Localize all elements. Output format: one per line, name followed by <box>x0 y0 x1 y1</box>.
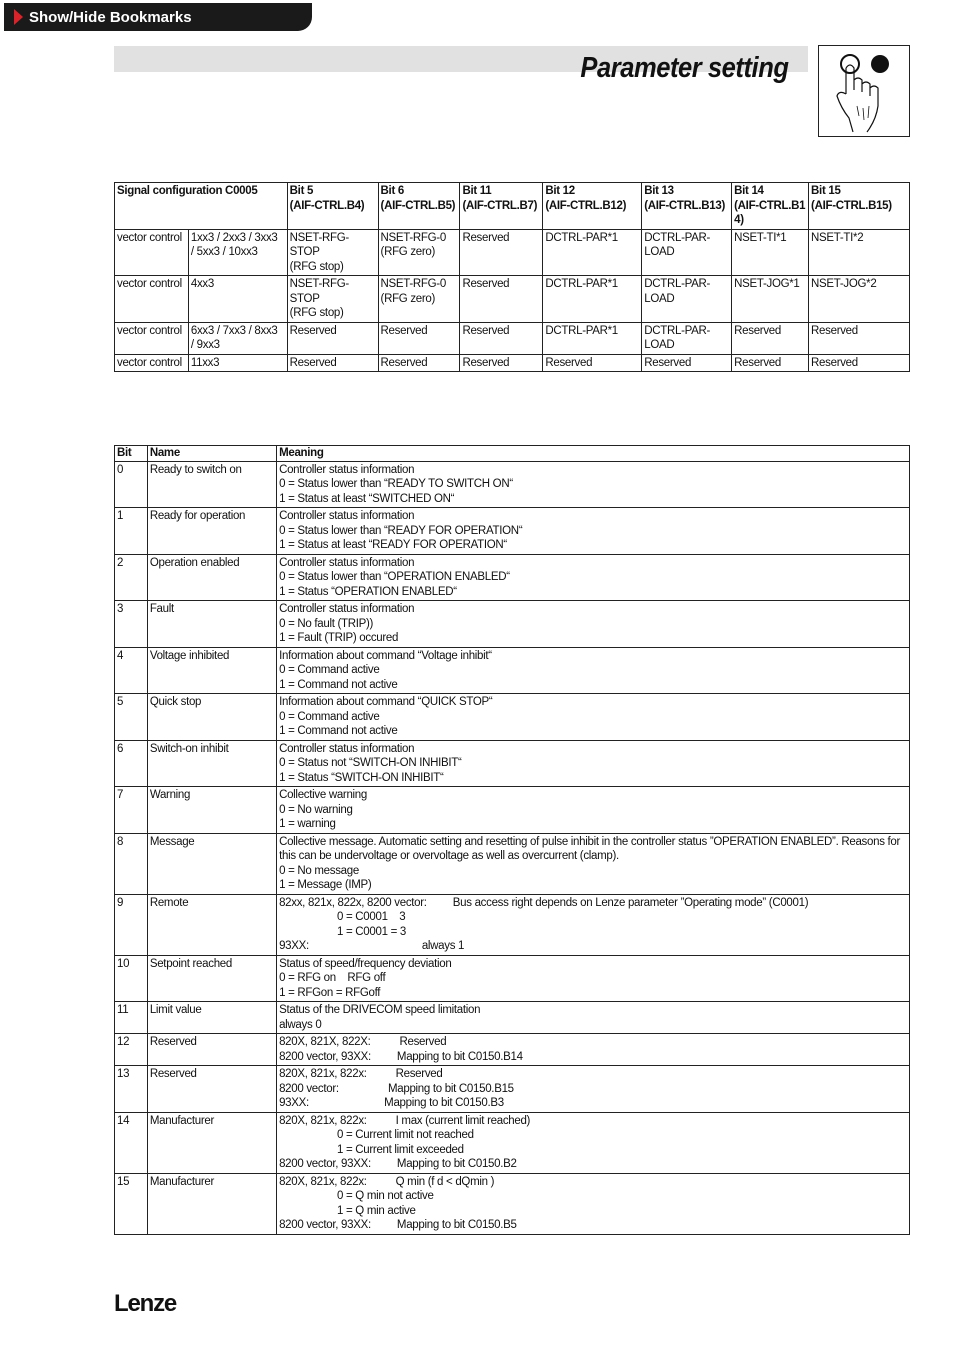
bit-number-cell: 6 <box>115 740 148 787</box>
signal-table-cell: Reserved <box>809 354 910 372</box>
signal-table-cell: vector control <box>115 276 189 323</box>
bit-name-cell: Ready to switch on <box>147 461 276 508</box>
meaning-line: 1 = Message (IMP) <box>279 879 372 891</box>
bit-number-cell: 5 <box>115 694 148 741</box>
bit-meaning-cell <box>277 601 910 648</box>
meaning-line: 0 = Q min not active <box>279 1190 434 1202</box>
status-table-row <box>115 508 910 555</box>
meaning-line: 1 = Status at least “SWITCHED ON“ <box>279 492 455 505</box>
status-table-row <box>115 1002 910 1034</box>
meaning-line: 820X, 821x, 822x: Reserved <box>279 1068 443 1080</box>
meaning-line: 0 = No message <box>279 864 359 877</box>
status-table-header-row <box>115 446 910 462</box>
bit-name-cell: Fault <box>147 601 276 648</box>
status-table-row <box>115 787 910 834</box>
signal-table-cell: DCTRL-PAR- LOAD <box>642 322 732 354</box>
bit-name-cell: Voltage inhibited <box>147 647 276 694</box>
meaning-line: 0 = Status lower than “OPERATION ENABLED“ <box>279 571 510 583</box>
signal-table-cell: Reserved <box>460 229 543 276</box>
bit-name-cell: Limit value <box>147 1002 276 1034</box>
bit-name-cell: Quick stop <box>147 694 276 741</box>
signal-header-cell: Bit 13 (AIF-CTRL.B13) <box>642 183 732 230</box>
signal-table-cell: Reserved <box>732 354 809 372</box>
status-header-cell: Bit <box>115 446 148 462</box>
signal-table-cell: 6xx3 / 7xx3 / 8xx3 / 9xx3 <box>188 322 287 354</box>
bit-number-cell: 4 <box>115 647 148 694</box>
signal-table-cell: DCTRL-PAR- LOAD <box>642 276 732 323</box>
bit-meaning-cell <box>277 894 910 955</box>
signal-table-cell: Reserved <box>460 276 543 323</box>
meaning-line: 8200 vector: Mapping to bit C0150.B15 <box>279 1082 514 1095</box>
bit-name-cell: Warning <box>147 787 276 834</box>
signal-table-row <box>115 229 910 276</box>
signal-table-cell: vector control <box>115 354 189 372</box>
status-table-row <box>115 1066 910 1113</box>
meaning-line: 1 = Fault (TRIP) occured <box>279 632 399 644</box>
meaning-line: 0 = Status lower than “READY FOR OPERATION“ <box>279 524 523 537</box>
meaning-line: Information about command “QUICK STOP“ <box>279 696 493 708</box>
status-table-row <box>115 1034 910 1066</box>
meaning-line: 1 = Status “SWITCH-ON INHIBIT“ <box>279 771 444 784</box>
bit-meaning-cell <box>277 554 910 601</box>
meaning-line: 8200 vector, 93XX: Mapping to bit C0150.B5 <box>279 1219 517 1231</box>
signal-table-cell: NSET-JOG*1 <box>732 276 809 323</box>
meaning-line: 0 = Status lower than “READY TO SWITCH ON“ <box>279 478 513 490</box>
bit-number-cell: 1 <box>115 508 148 555</box>
bit-number-cell: 0 <box>115 461 148 508</box>
signal-table-cell: NSET-RFG-0 (RFG zero) <box>378 276 460 323</box>
signal-header-cell: Signal configuration C0005 <box>115 183 288 230</box>
signal-header-cell: Bit 12 (AIF-CTRL.B12) <box>543 183 642 230</box>
status-table-row <box>115 461 910 508</box>
bit-meaning-cell <box>277 647 910 694</box>
meaning-line: 0 = RFG on RFG off <box>279 972 386 984</box>
status-table-row <box>115 955 910 1002</box>
status-table-row <box>115 740 910 787</box>
bit-meaning-cell <box>277 833 910 894</box>
signal-header-cell: Bit 14 (AIF-CTRL.B1 4) <box>732 183 809 230</box>
bit-meaning-cell <box>277 787 910 834</box>
bit-number-cell: 13 <box>115 1066 148 1113</box>
signal-header-cell: Bit 15 (AIF-CTRL.B15) <box>809 183 910 230</box>
signal-table-cell: Reserved <box>732 322 809 354</box>
signal-table-cell: vector control <box>115 229 189 276</box>
status-table-row <box>115 1173 910 1234</box>
bit-name-cell: Setpoint reached <box>147 955 276 1002</box>
signal-table-cell: NSET-TI*2 <box>809 229 910 276</box>
signal-configuration-table <box>114 182 910 372</box>
meaning-line: this can be undervoltage or overvoltage as well as overcurrent (clamp). <box>279 850 619 862</box>
meaning-line: 93XX: Mapping to bit C0150.B3 <box>279 1097 504 1109</box>
meaning-line: Information about command “Voltage inhibit“ <box>279 649 492 662</box>
signal-header-cell: Bit 11 (AIF-CTRL.B7) <box>460 183 543 230</box>
meaning-line: Controller status information <box>279 603 415 615</box>
signal-table-cell: 1xx3 / 2xx3 / 3xx3 / 5xx3 / 10xx3 <box>188 229 287 276</box>
meaning-line: 820X, 821x, 822x: I max (current limit reached) <box>279 1114 531 1127</box>
signal-table-cell: Reserved <box>378 322 460 354</box>
status-table-row <box>115 1112 910 1173</box>
signal-table-row <box>115 322 910 354</box>
signal-table-cell: DCTRL-PAR*1 <box>543 229 642 276</box>
bit-meaning-cell <box>277 740 910 787</box>
meaning-line: 1 = Status “OPERATION ENABLED“ <box>279 585 457 598</box>
meaning-line: 0 = No warning <box>279 803 353 816</box>
meaning-line: Status of speed/frequency deviation <box>279 957 452 970</box>
bit-number-cell: 8 <box>115 833 148 894</box>
bit-name-cell: Operation enabled <box>147 554 276 601</box>
signal-table-cell: NSET-JOG*2 <box>809 276 910 323</box>
hand-pressing-button-icon <box>818 45 910 137</box>
bit-number-cell: 3 <box>115 601 148 648</box>
bit-name-cell: Remote <box>147 894 276 955</box>
bit-meaning-cell <box>277 461 910 508</box>
lenze-logo: Lenze <box>114 1290 177 1317</box>
status-header-cell: Meaning <box>277 446 910 462</box>
meaning-line: Controller status information <box>279 463 415 476</box>
signal-table-cell: Reserved <box>378 354 460 372</box>
meaning-line: Controller status information <box>279 742 415 755</box>
signal-table-cell: DCTRL-PAR- LOAD <box>642 229 732 276</box>
bit-number-cell: 10 <box>115 955 148 1002</box>
bit-name-cell: Ready for operation <box>147 508 276 555</box>
status-word-table <box>114 445 910 1235</box>
status-table-row <box>115 894 910 955</box>
meaning-line: always 0 <box>279 1018 322 1031</box>
bit-meaning-cell <box>277 1034 910 1066</box>
meaning-line: 0 = Command active <box>279 664 380 676</box>
bit-number-cell: 12 <box>115 1034 148 1066</box>
bookmarks-toggle-label: Show/Hide Bookmarks <box>29 8 192 26</box>
meaning-line: 0 = No fault (TRIP)) <box>279 617 374 630</box>
signal-table-cell: Reserved <box>809 322 910 354</box>
signal-table-cell: DCTRL-PAR*1 <box>543 276 642 323</box>
bit-meaning-cell <box>277 694 910 741</box>
meaning-line: 0 = C0001 3 <box>279 911 406 923</box>
bit-name-cell: Message <box>147 833 276 894</box>
meaning-line: 1 = Current limit exceeded <box>279 1143 464 1156</box>
meaning-line: 820X, 821X, 822X: Reserved <box>279 1036 447 1048</box>
bit-meaning-cell <box>277 1066 910 1113</box>
bit-name-cell: Manufacturer <box>147 1173 276 1234</box>
signal-header-cell: Bit 6 (AIF-CTRL.B5) <box>378 183 460 230</box>
meaning-line: 1 = warning <box>279 818 336 830</box>
meaning-line: 1 = Command not active <box>279 678 398 691</box>
bit-name-cell: Reserved <box>147 1034 276 1066</box>
bit-meaning-cell <box>277 1173 910 1234</box>
triangle-right-icon <box>14 9 23 25</box>
signal-table-cell: vector control <box>115 322 189 354</box>
meaning-line: 820X, 821x, 822x: Q min (f d < dQmin ) <box>279 1175 495 1188</box>
meaning-line: 1 = Q min active <box>279 1204 416 1217</box>
meaning-line: Status of the DRIVECOM speed limitation <box>279 1004 481 1016</box>
status-table-row <box>115 601 910 648</box>
meaning-line: Collective warning <box>279 789 367 801</box>
meaning-line: 93XX: always 1 <box>279 940 465 952</box>
status-header-cell: Name <box>147 446 276 462</box>
signal-table-cell: 11xx3 <box>188 354 287 372</box>
status-table-row <box>115 833 910 894</box>
bit-name-cell: Manufacturer <box>147 1112 276 1173</box>
bit-name-cell: Switch-on inhibit <box>147 740 276 787</box>
bit-number-cell: 7 <box>115 787 148 834</box>
meaning-line: 1 = Status at least “READY FOR OPERATION“ <box>279 539 507 551</box>
status-table-row <box>115 554 910 601</box>
meaning-line: 1 = Command not active <box>279 725 398 737</box>
bookmarks-toggle-button[interactable] <box>4 3 312 31</box>
meaning-line: 0 = Current limit not reached <box>279 1129 474 1141</box>
meaning-line: Controller status information <box>279 510 415 522</box>
signal-table-cell: 4xx3 <box>188 276 287 323</box>
bit-meaning-cell <box>277 1002 910 1034</box>
signal-table-cell: NSET-RFG-STOP (RFG stop) <box>287 229 378 276</box>
signal-table-header-row <box>115 183 910 230</box>
bit-number-cell: 2 <box>115 554 148 601</box>
meaning-line: Collective message. Automatic setting and resetting of pulse inhibit in the controller status ”OPERATION ENABLED”. Reasons for <box>279 835 901 848</box>
meaning-line: 0 = Command active <box>279 710 380 723</box>
bit-number-cell: 11 <box>115 1002 148 1034</box>
bit-meaning-cell <box>277 1112 910 1173</box>
status-table-row <box>115 647 910 694</box>
bit-number-cell: 15 <box>115 1173 148 1234</box>
signal-table-row <box>115 276 910 323</box>
signal-table-cell: Reserved <box>642 354 732 372</box>
meaning-line: 1 = C0001 = 3 <box>279 925 406 938</box>
signal-table-row <box>115 354 910 372</box>
signal-table-cell: DCTRL-PAR*1 <box>543 322 642 354</box>
meaning-line: 0 = Status not “SWITCH-ON INHIBIT“ <box>279 757 462 769</box>
signal-table-cell: NSET-TI*1 <box>732 229 809 276</box>
signal-table-cell: Reserved <box>287 322 378 354</box>
bit-number-cell: 9 <box>115 894 148 955</box>
signal-table-cell: Reserved <box>460 354 543 372</box>
signal-table-cell: Reserved <box>543 354 642 372</box>
bit-name-cell: Reserved <box>147 1066 276 1113</box>
signal-table-cell: NSET-RFG-0 (RFG zero) <box>378 229 460 276</box>
meaning-line: 1 = RFGon = RFGoff <box>279 986 381 999</box>
page-title: Parameter setting <box>579 52 788 84</box>
signal-table-cell: Reserved <box>460 322 543 354</box>
signal-table-cell: NSET-RFG-STOP (RFG stop) <box>287 276 378 323</box>
signal-table-cell: Reserved <box>287 354 378 372</box>
bit-number-cell: 14 <box>115 1112 148 1173</box>
meaning-line: 8200 vector, 93XX: Mapping to bit C0150.B14 <box>279 1050 523 1063</box>
meaning-line: Controller status information <box>279 556 415 569</box>
status-table-row <box>115 694 910 741</box>
signal-header-cell: Bit 5 (AIF-CTRL.B4) <box>287 183 378 230</box>
meaning-line: 8200 vector, 93XX: Mapping to bit C0150.B2 <box>279 1158 517 1170</box>
bit-meaning-cell <box>277 955 910 1002</box>
meaning-line: 82xx, 821x, 822x, 8200 vector: Bus access right depends on Lenze parameter ”Operating mode” (C0001) <box>279 896 809 909</box>
bit-meaning-cell <box>277 508 910 555</box>
